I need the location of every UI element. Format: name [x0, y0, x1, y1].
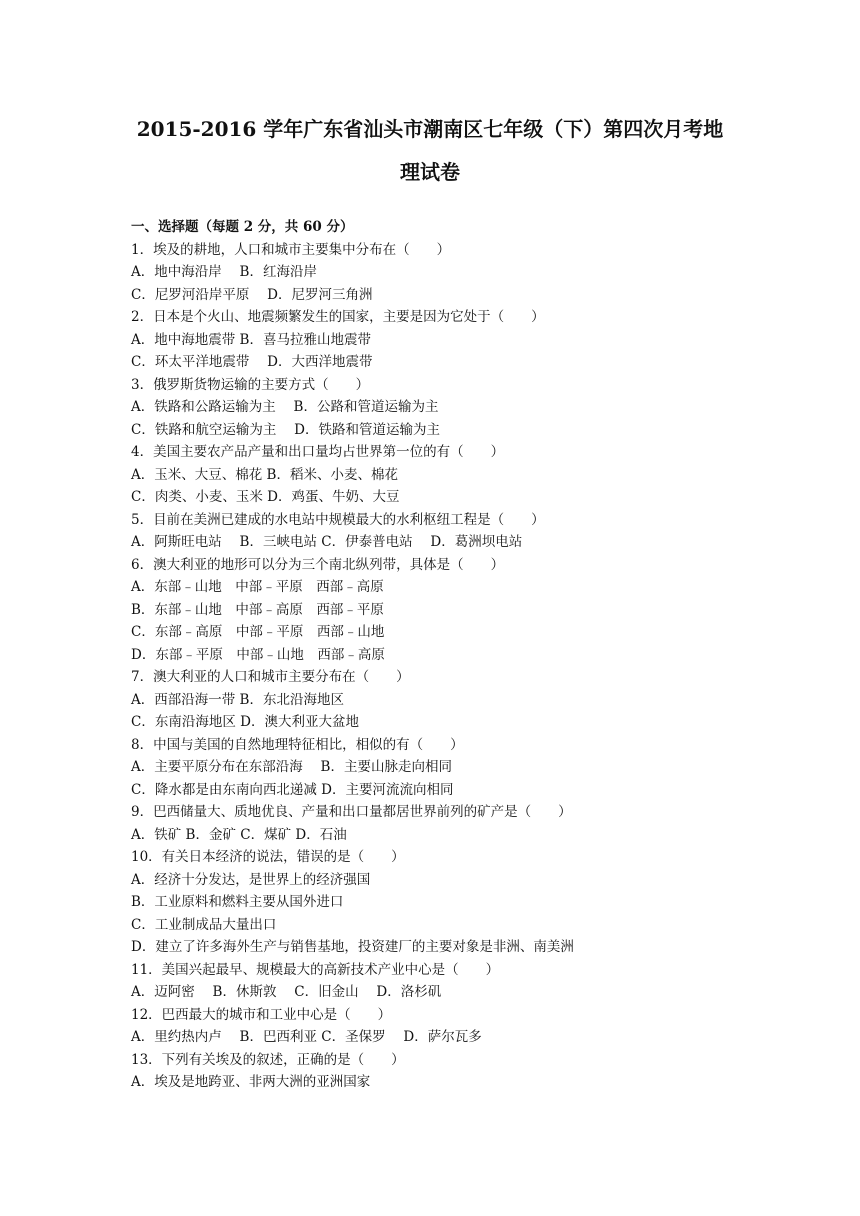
question-line: C．东部﹣高原 中部﹣平原 西部﹣山地: [131, 624, 385, 640]
question-line: A．铁矿 B．金矿 C．煤矿 D．石油: [131, 826, 347, 843]
question-line: C．工业制成品大量出口: [131, 916, 277, 933]
question-line: A．铁路和公路运输为主 B．公路和管道运输为主: [131, 399, 439, 415]
question-line: 8．中国与美国的自然地理特征相比，相似的有（ ）: [131, 736, 464, 753]
question-line: 10．有关日本经济的说法，错误的是（ ）: [131, 849, 405, 865]
question-line: 11．美国兴起最早、规模最大的高新技术产业中心是（ ）: [131, 961, 500, 978]
question-line: B．工业原料和燃料主要从国外进口: [131, 894, 344, 910]
question-line: A．东部﹣山地 中部﹣平原 西部﹣高原: [131, 579, 384, 595]
question-line: C．尼罗河沿岸平原 D．尼罗河三角洲: [131, 286, 373, 303]
question-line: A．地中海地震带 B．喜马拉雅山地震带: [131, 331, 371, 348]
question-line: C．降水都是由东南向西北递减 D．主要河流流向相同: [131, 781, 454, 798]
question-line: C．东南沿海地区 D．澳大利亚大盆地: [131, 714, 359, 730]
question-line: C．环太平洋地震带 D．大西洋地震带: [131, 354, 373, 370]
question-line: 12．巴西最大的城市和工业中心是（ ）: [131, 1006, 392, 1023]
question-line: A．迈阿密 B．休斯敦 C．旧金山 D．洛杉矶: [131, 984, 442, 1000]
question-line: A．主要平原分布在东部沿海 B．主要山脉走向相同: [131, 759, 452, 775]
question-line: 13．下列有关埃及的叙述，正确的是（ ）: [131, 1051, 405, 1068]
question-line: A．经济十分发达，是世界上的经济强国: [131, 871, 371, 888]
question-line: C．肉类、小麦、玉米 D．鸡蛋、牛奶、大豆: [131, 489, 400, 505]
question-line: A．地中海沿岸 B．红海沿岸: [131, 264, 317, 280]
question-line: 4．美国主要农产品产量和出口量均占世界第一位的有（ ）: [131, 444, 505, 460]
question-line: B．东部﹣山地 中部﹣高原 西部﹣平原: [131, 601, 384, 618]
question-line: 9．巴西储量大、质地优良、产量和出口量都居世界前列的矿产是（ ）: [131, 804, 572, 820]
question-line: 3．俄罗斯货物运输的主要方式（ ）: [131, 376, 370, 393]
question-list: [131, 239, 831, 1094]
question-line: A．西部沿海一带 B．东北沿海地区: [131, 691, 344, 708]
question-line: C．铁路和航空运输为主 D．铁路和管道运输为主: [131, 421, 440, 438]
question-line: 7．澳大利亚的人口和城市主要分布在（ ）: [131, 669, 410, 685]
question-line: D．东部﹣平原 中部﹣山地 西部﹣高原: [131, 646, 385, 663]
document-title-line-2: 理试卷: [400, 160, 460, 184]
question-line: A．阿斯旺电站 B．三峡电站 C．伊泰普电站 D．葛洲坝电站: [131, 534, 523, 550]
question-line: A．埃及是地跨亚、非两大洲的亚洲国家: [131, 1074, 371, 1090]
question-line: A．玉米、大豆、棉花 B．稻米、小麦、棉花: [131, 466, 398, 483]
section-heading: 一、选择题（每题 2 分，共 60 分）: [131, 219, 354, 235]
document-title-line-1: 2015-2016 学年广东省汕头市潮南区七年级（下）第四次月考地: [136, 117, 724, 141]
question-line: A．里约热内卢 B．巴西利亚 C．圣保罗 D．萨尔瓦多: [131, 1029, 482, 1045]
question-line: 1．埃及的耕地，人口和城市主要集中分布在（ ）: [131, 241, 451, 258]
question-line: D．建立了许多海外生产与销售基地，投资建厂的主要对象是非洲、南美洲: [131, 939, 574, 955]
exam-content: [131, 216, 831, 1094]
question-line: 5．目前在美洲已建成的水电站中规模最大的水利枢纽工程是（ ）: [131, 511, 545, 528]
question-line: 6．澳大利亚的地形可以分为三个南北纵列带，具体是（ ）: [131, 556, 505, 573]
question-line: 2．日本是个火山、地震频繁发生的国家，主要是因为它处于（ ）: [131, 309, 545, 325]
